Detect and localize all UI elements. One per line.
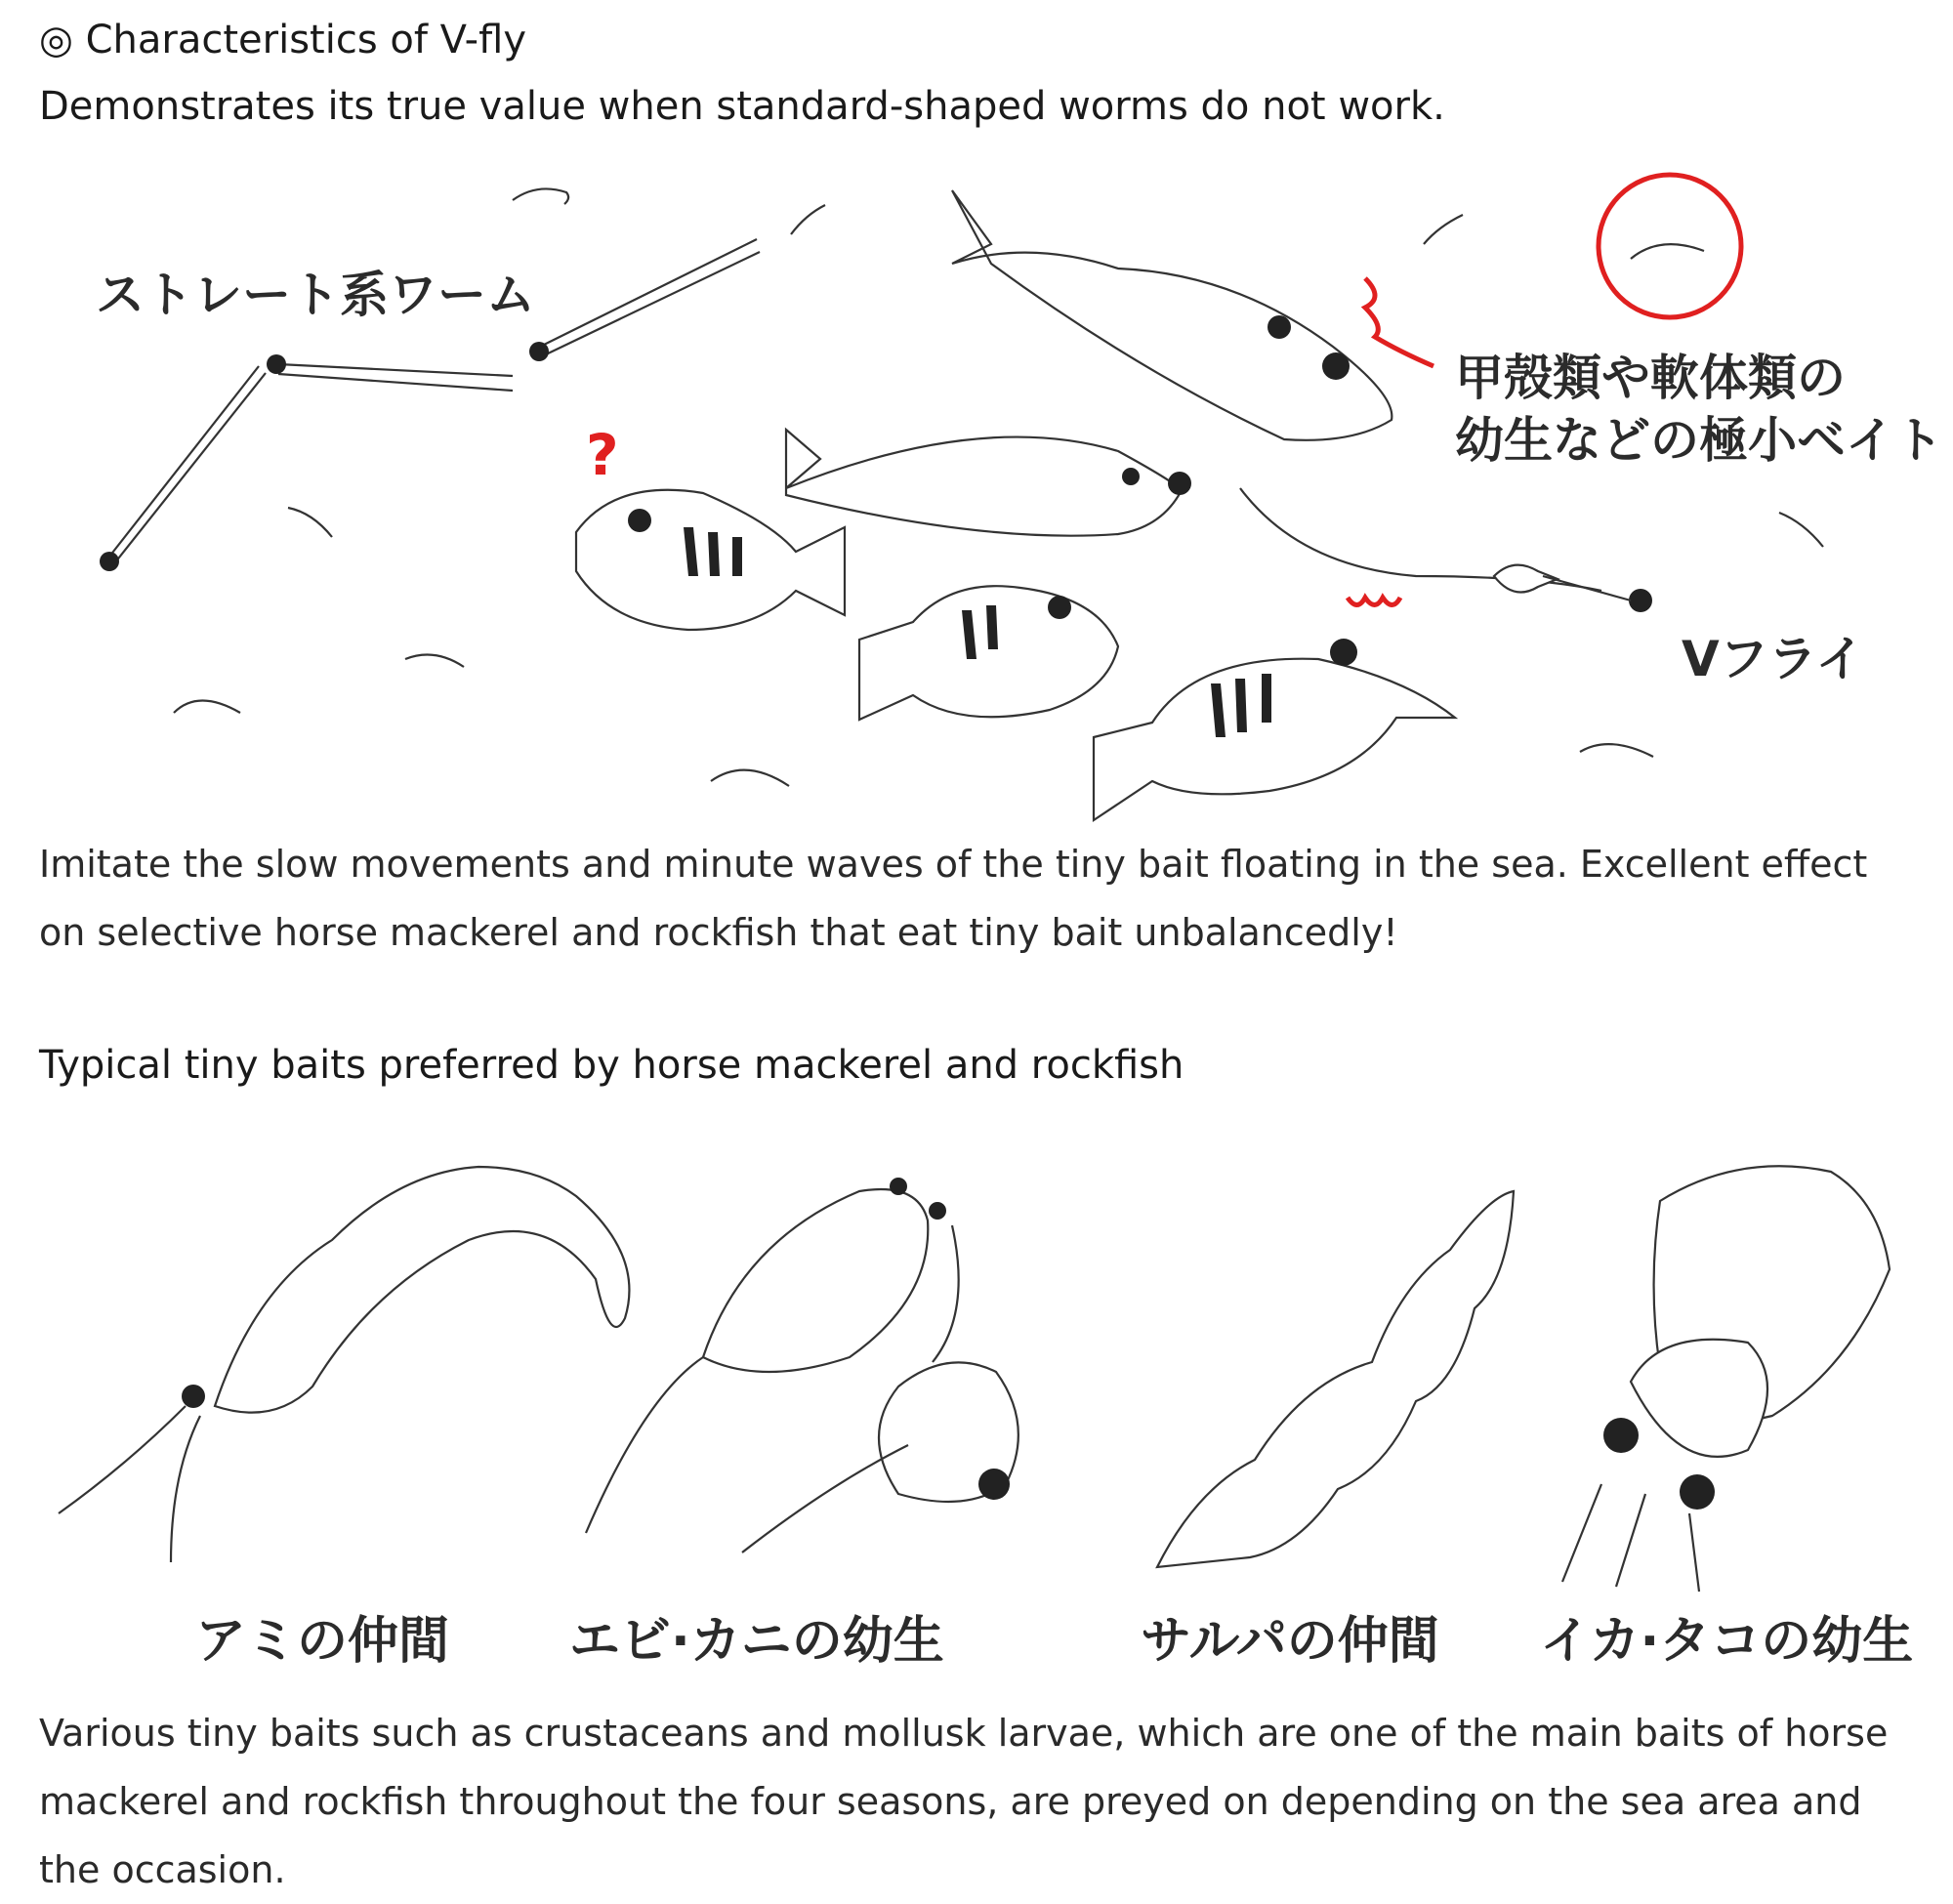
description-paragraph-1: Imitate the slow movements and minute waves of the tiny bait floating in the sea. Excellent effect on selective horse mackerel and rockfish that eat tiny bait unbalancedly!: [39, 843, 1868, 954]
tiny-bait-label: [1455, 347, 1943, 472]
mysid-shrimp-icon: [59, 1167, 629, 1562]
bait-caption-salp: サルパの仲間: [1141, 1612, 1439, 1671]
tiny-bait-label-line2: 幼生などの極小ベイト: [1455, 412, 1943, 469]
straight-worm-label: ストレート系ワーム: [96, 267, 535, 323]
rockfish-icon: [1094, 639, 1455, 820]
bait-caption-squid-octopus-larvae: イカ·タコの幼生: [1540, 1612, 1914, 1671]
rockfish-icon: [576, 490, 845, 630]
question-mark: ?: [586, 422, 619, 488]
vfly-label: Vフライ: [1682, 631, 1865, 687]
highlight-circle: [1599, 175, 1741, 317]
shrimp-larva-icon: [742, 1362, 1018, 1552]
tiny-bait-label-line1: 甲殻類や軟体類の: [1455, 350, 1846, 406]
squid-larva-icon: [1562, 1166, 1890, 1592]
horse-mackerel-icon: [952, 190, 1392, 440]
rockfish-icon: [859, 586, 1118, 720]
salp-icon: [1157, 1191, 1514, 1567]
section-title-tiny-baits: Typical tiny baits preferred by horse mackerel and rockfish: [39, 1043, 1184, 1088]
vfly-lure-icon: [1494, 565, 1652, 612]
bait-caption-shrimp-crab-larvae: エビ·カニの幼生: [569, 1612, 944, 1671]
bait-caption-mysid: アミの仲間: [195, 1612, 450, 1671]
page-subtitle: Demonstrates its true value when standard-shaped worms do not work.: [39, 84, 1445, 129]
horse-mackerel-icon: [786, 430, 1191, 536]
description-paragraph-2: Various tiny baits such as crustaceans and mollusk larvae, which are one of the main baits of horse mackerel and rockfish throughout the four seasons, are preyed on depending on the sea area and the occasion.: [39, 1712, 1889, 1891]
page-title: ◎ Characteristics of V-fly: [39, 18, 526, 62]
